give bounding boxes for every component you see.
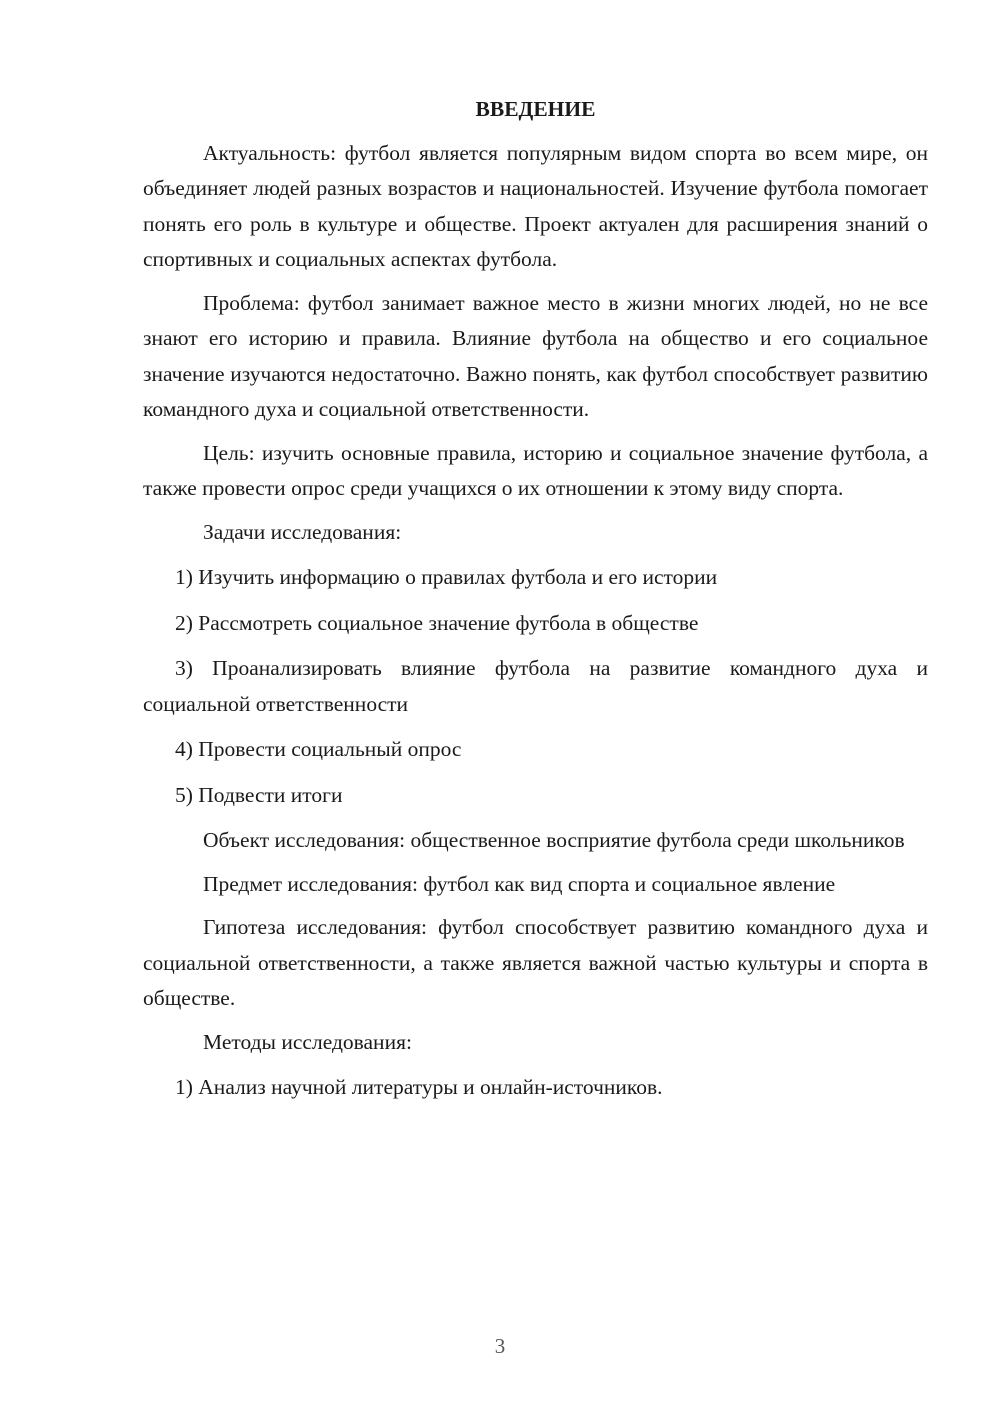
paragraph-object: Объект исследования: общественное восприятие футбола среди школьников [203,828,905,852]
paragraph-goal: Цель: изучить основные правила, историю и социальное значение футбола, а также провести опрос среди учащихся о их отношении к этому виду спорта. [143,440,928,500]
task-item: 5) Подвести итоги [175,782,343,807]
method-item: 1) Анализ научной литературы и онлайн-источников. [175,1075,663,1099]
task-item: 1) Изучить информацию о правилах футбола и его истории [175,565,718,589]
paragraph-relevance: Актуальность: футбол является популярным видом спорта во всем мире, он объединяет людей разных возрастов и национальностей. Изучение футбола помогает понять его роль в культуре и обществе. Проект актуален для расширения знаний о спортивных и социальных аспектах футбола. [143,140,928,271]
task-item: 4) Провести социальный опрос [175,737,462,761]
methods-heading: Методы исследования: [203,1029,412,1054]
task-item: 2) Рассмотреть социальное значение футбола в обществе [175,610,699,635]
page-number: 3 [494,1334,506,1358]
paragraph-problem: Проблема: футбол занимает важное место в жизни многих людей, но не все знают его историю и правила. Влияние футбола на общество и его социальное значение изучаются недостаточно. Важно понять, как футбол способствует развитию командного духа и социальной ответственности. [143,290,928,421]
task-item: 3) Проанализировать влияние футбола на развитие командного духа и социальной ответственности [143,656,928,716]
tasks-heading: Задачи исследования: [203,519,402,544]
section-title: ВВЕДЕНИЕ [475,97,596,121]
paragraph-subject: Предмет исследования: футбол как вид спорта и социальное явление [203,871,836,896]
paragraph-hypothesis: Гипотеза исследования: футбол способствует развитию командного духа и социальной ответственности, а также является важной частью культуры и спорта в обществе. [143,915,928,1010]
document-page [143,92,928,1116]
